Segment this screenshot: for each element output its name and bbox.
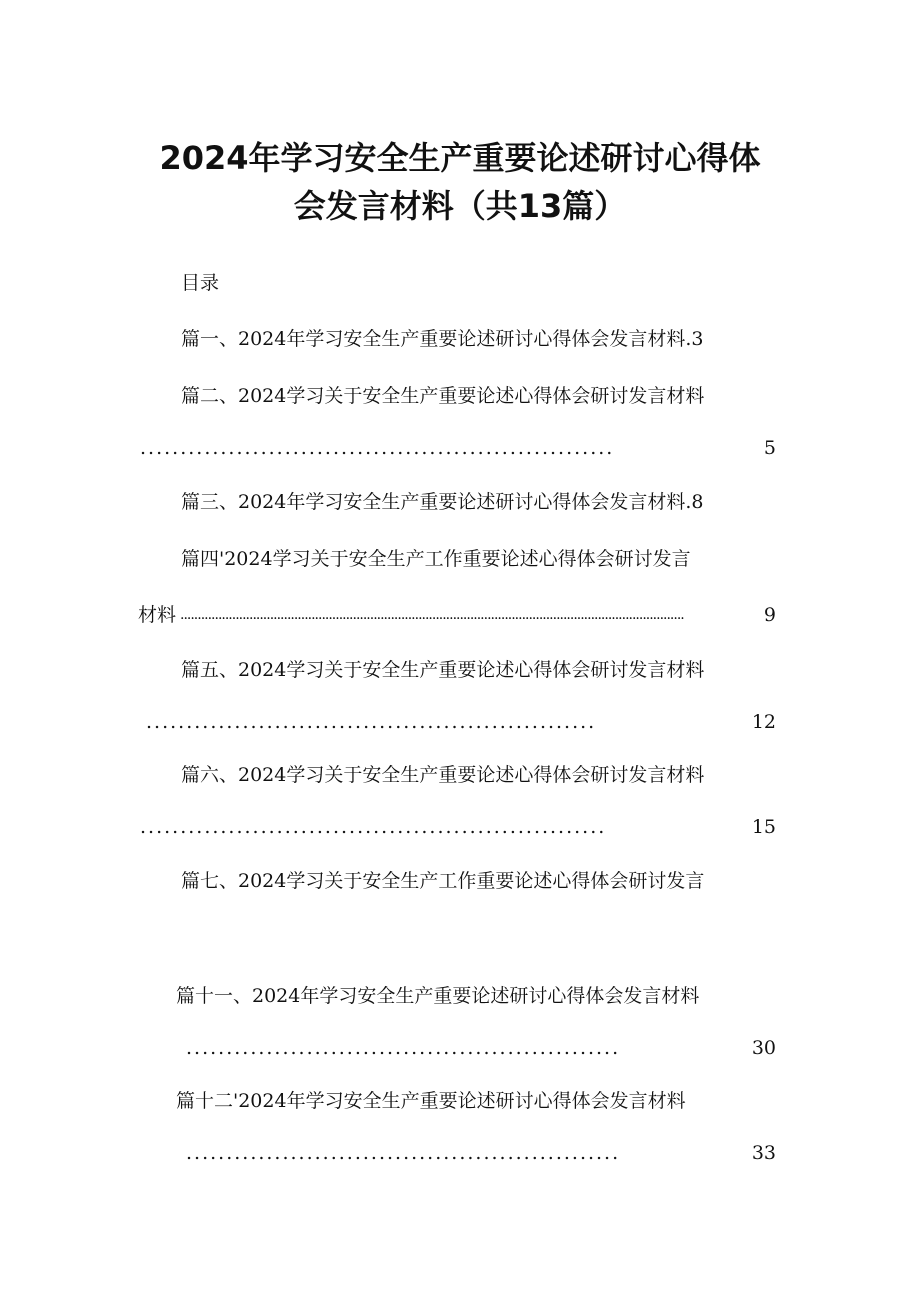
- toc-page-6: 15: [751, 816, 776, 838]
- toc-page-5: 12: [751, 711, 776, 733]
- toc-page-4: 9: [763, 604, 776, 626]
- toc-heading: 目录: [181, 272, 220, 294]
- toc-entry-3[interactable]: 篇三、2024年学习安全生产重要论述研讨心得体会发言材料.8: [181, 491, 704, 513]
- toc-entry-6[interactable]: 篇六、2024学习关于安全生产重要论述心得体会研讨发言材料: [181, 764, 705, 786]
- toc-entry-4-continuation: 材料: [138, 604, 177, 626]
- toc-entry-7[interactable]: 篇七、2024学习关于安全生产工作重要论述心得体会研讨发言: [181, 870, 705, 892]
- toc-entry-12[interactable]: 篇十二'2024年学习安全生产重要论述研讨心得体会发言材料: [176, 1090, 686, 1112]
- toc-leader-12: ......................................................: [186, 1142, 621, 1164]
- toc-entry-11[interactable]: 篇十一、2024年学习安全生产重要论述研讨心得体会发言材料: [176, 985, 700, 1007]
- toc-page-12: 33: [751, 1142, 776, 1164]
- toc-leader-2: ...........................................................: [140, 437, 615, 459]
- title-line-2: 会发言材料（共13篇）: [293, 187, 627, 225]
- toc-leader-5: ........................................................: [146, 711, 597, 733]
- toc-entry-1[interactable]: 篇一、2024年学习安全生产重要论述研讨心得体会发言材料.3: [181, 328, 704, 350]
- title-line-1: 2024年学习安全生产重要论述研讨心得体: [159, 139, 761, 177]
- toc-page-11: 30: [751, 1037, 776, 1059]
- toc-entry-5[interactable]: 篇五、2024学习关于安全生产重要论述心得体会研讨发言材料: [181, 659, 705, 681]
- toc-leader-6: ..........................................................: [140, 816, 607, 838]
- toc-leader-4: ..................................................................................................................................................: [180, 607, 684, 623]
- toc-leader-11: ......................................................: [186, 1037, 621, 1059]
- toc-entry-4[interactable]: 篇四'2024学习关于安全生产工作重要论述心得体会研讨发言: [181, 548, 691, 570]
- toc-page-2: 5: [763, 437, 776, 459]
- toc-entry-2[interactable]: 篇二、2024学习关于安全生产重要论述心得体会研讨发言材料: [181, 385, 705, 407]
